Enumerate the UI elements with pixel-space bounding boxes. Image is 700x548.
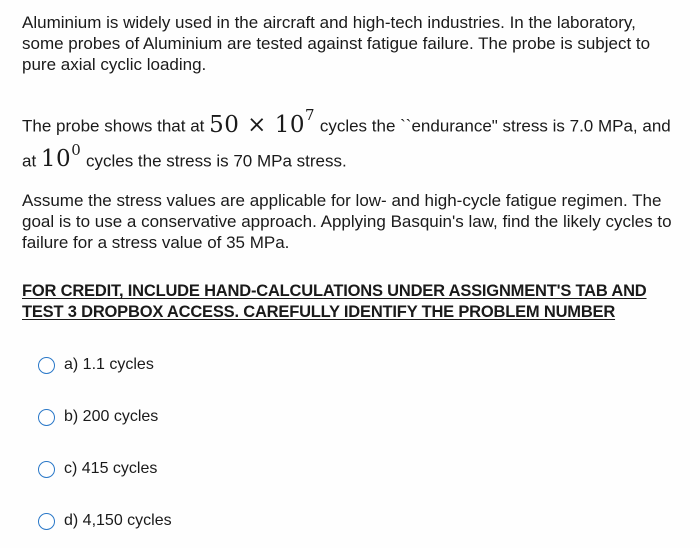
radio-button-c[interactable] — [38, 461, 55, 478]
answer-option-c[interactable] — [38, 457, 676, 481]
answer-option-c-label: c) 415 cycles — [64, 460, 158, 478]
low-cycles-exponent: 0 — [71, 140, 82, 159]
endurance-cycles-base: 50 × 10 — [209, 111, 306, 138]
answer-options — [22, 353, 676, 533]
question-task: Assume the stress values are applicable for low- and high-cycle fatigue regimen. The goal is to use a conservative approach. Applying Basquin's law, find the likely cycles to failure for a stress value of 35 MPa. — [22, 191, 672, 253]
answer-option-d-label: d) 4,150 cycles — [64, 512, 172, 530]
question-text-b: cycles the ``endurance" stress is 7.0 MPa, and at — [22, 116, 671, 171]
radio-button-d[interactable] — [38, 513, 55, 530]
answer-option-a[interactable] — [38, 353, 676, 377]
endurance-cycles-math — [209, 106, 316, 138]
question-text-a: The probe shows that at — [22, 116, 210, 136]
low-cycles-math — [40, 140, 82, 173]
answer-option-b[interactable] — [38, 405, 676, 429]
question-intro: Aluminium is widely used in the aircraft and high-tech industries. In the laboratory, some probes of Aluminium are tested against fatigue failure. The probe is subject to pure axial cyclic loading. — [22, 13, 651, 74]
answer-option-d[interactable] — [38, 509, 676, 533]
credit-note: FOR CREDIT, INCLUDE HAND-CALCULATIONS UNDER ASSIGNMENT'S TAB AND TEST 3 DROPBOX ACCESS. CAREFULLY IDENTIFY THE PROBLEM NUMBER — [22, 282, 647, 322]
endurance-cycles-exponent: 7 — [305, 106, 316, 124]
radio-button-b[interactable] — [38, 409, 55, 426]
radio-button-a[interactable] — [38, 357, 55, 374]
question-text-c: cycles the stress is 70 MPa stress. — [81, 151, 347, 171]
question-data-paragraph — [22, 105, 676, 174]
answer-option-a-label: a) 1.1 cycles — [64, 356, 154, 374]
answer-option-b-label: b) 200 cycles — [64, 408, 159, 426]
low-cycles-base: 10 — [40, 146, 72, 173]
